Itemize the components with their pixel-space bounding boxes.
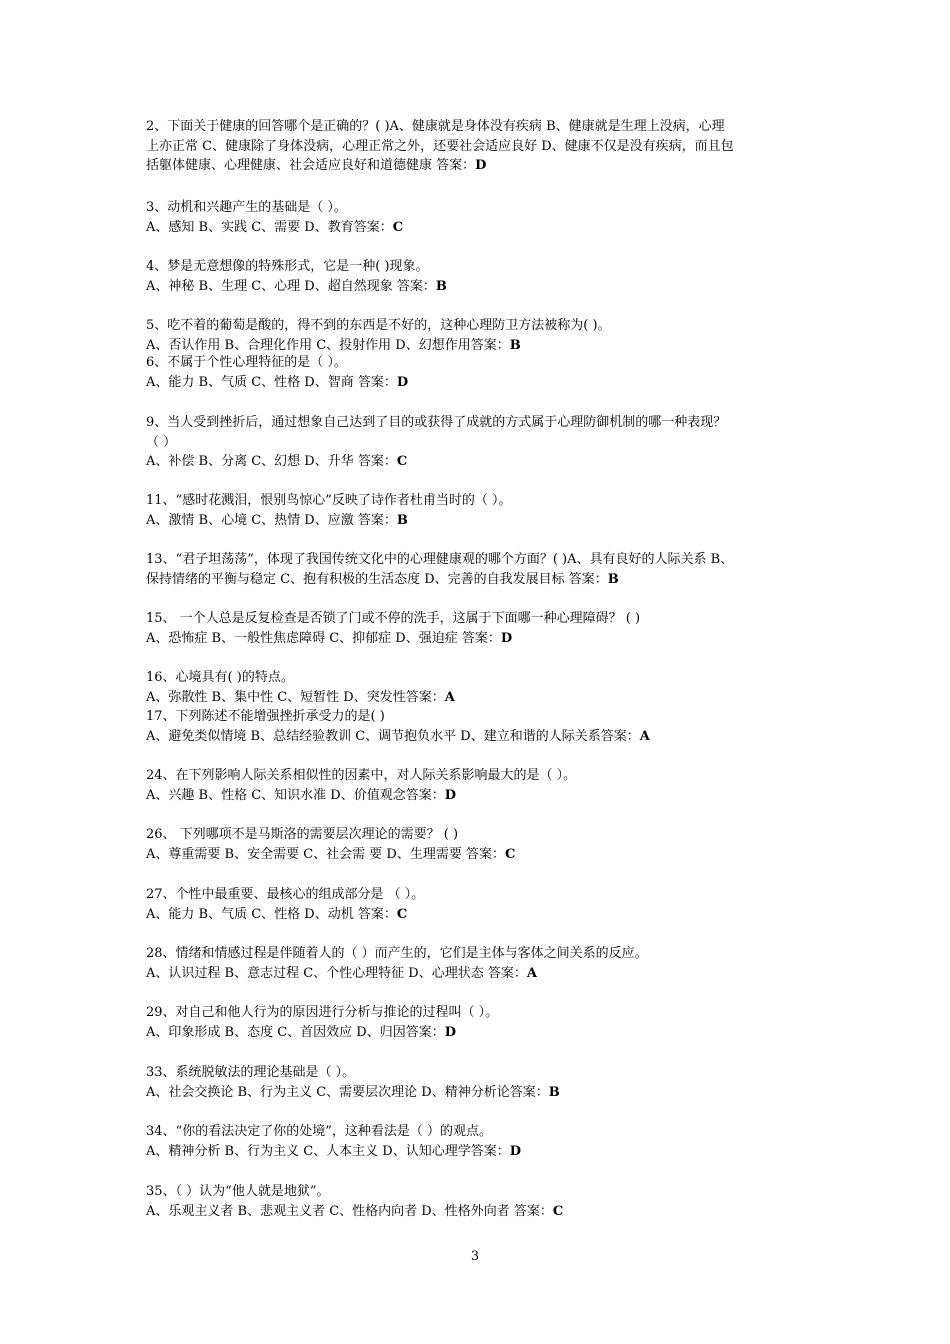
question-line: 17、下列陈述不能增强挫折承受力的是( ) [146,709,385,724]
question-line: 13、“君子坦荡荡”，体现了我国传统文化中的心理健康观的哪个方面？( )A、具有良好的人际关系 B、 [146,552,734,567]
answer-letter: D [396,374,409,390]
answer-letter: C [392,219,404,235]
question-line: A、补偿 B、分离 C、幻想 D、升华 答案：C [146,454,408,469]
answer-letter: B [548,1084,560,1100]
answer-letter: B [396,512,408,528]
question-line: 括躯体健康、心理健康、社会适应良好和道德健康 答案：D [146,158,487,173]
question-line: 15、 一个人总是反复检查是否锁了门或不停的洗手，这属于下面哪一种心理障碍？ ( ) [146,611,641,626]
question-line: 5、吃不着的葡萄是酸的，得不到的东西是不好的，这种心理防卫方法被称为( )。 [146,318,611,333]
answer-letter: A [639,728,650,744]
answer-letter: D [444,1024,456,1040]
question-line: 26、 下列哪项不是马斯洛的需要层次理论的需要？ ( ) [146,827,459,842]
answer-letter: C [396,454,408,469]
question-line: 16、心境具有( )的特点。 [146,670,294,685]
question-line: 35、（ ）认为“他人就是地狱”。 [146,1184,330,1199]
question-line: A、乐观主义者 B、悲观主义者 C、性格内向者 D、性格外向者 答案：C [146,1203,564,1219]
answer-letter: C [504,846,516,862]
question-line: A、社会交换论 B、行为主义 C、需要层次理论 D、精神分析论答案：B [146,1084,560,1100]
question-line: A、兴趣 B、性格 C、知识水准 D、价值观念答案：D [146,787,456,803]
question-line: A、感知 B、实践 C、需要 D、教育答案：C [146,219,404,235]
question-line: 29、对自己和他人行为的原因进行分析与推论的过程叫（ ）。 [146,1005,499,1020]
question-line: 4、梦是无意想像的特殊形式，它是一种( )现象。 [146,259,429,274]
question-line: A、能力 B、气质 C、性格 D、动机 答案：C [146,906,408,922]
question-line: 11、“感时花溅泪，恨别鸟惊心”反映了诗作者杜甫当时的（ ）。 [146,493,512,508]
answer-letter: D [475,158,487,173]
question-line: 9、当人受到挫折后，通过想象自己达到了目的或获得了成就的方式属于心理防御机制的哪一种表现？ [146,415,727,430]
question-line: A、激情 B、心境 C、热情 D、应激 答案：B [146,512,408,528]
question-line: 34、“你的看法决定了你的处境”，这种看法是（ ）的观点。 [146,1124,492,1139]
answer-letter: D [444,787,456,803]
answer-letter: A [526,965,537,981]
question-line: 保持情绪的平衡与稳定 C、抱有积极的生活态度 D、完善的自我发展目标 答案：B [146,571,619,587]
question-line: A、避免类似情境 B、总结经验教训 C、调节抱负水平 D、建立和谐的人际关系答案：A [146,728,650,744]
question-line: A、认识过程 B、意志过程 C、个性心理特征 D、心理状态 答案：A [146,965,537,981]
question-line: 33、系统脱敏法的理论基础是（ ）。 [146,1065,356,1080]
answer-letter: C [396,906,408,922]
answer-letter: D [509,1143,521,1159]
answer-letter: B [607,571,619,587]
question-line: （ ） [146,434,177,450]
question-line: 24、在下列影响人际关系相似性的因素中，对人际关系影响最大的是（ ）。 [146,768,577,783]
question-line: A、恐怖症 B、一般性焦虑障碍 C、抑郁症 D、强迫症 答案：D [146,630,513,646]
question-line: A、神秘 B、生理 C、心理 D、超自然现象 答案：B [146,278,447,294]
question-line: A、弥散性 B、集中性 C、短暂性 D、突发性答案：A [146,689,455,705]
question-line: 上亦正常 C、健康除了身体没病，心理正常之外，还要社会适应良好 D、健康不仅是没有疾病，而且包 [146,138,734,154]
question-line: 3、动机和兴趣产生的基础是（ ）。 [146,200,347,215]
question-line: 2、下面关于健康的回答哪个是正确的？( )A、健康就是身体没有疾病 B、健康就是生理上没病，心理 [146,119,725,134]
answer-letter: C [552,1203,564,1219]
answer-letter: B [435,278,447,294]
answer-letter: B [509,337,521,353]
question-line: A、尊重需要 B、安全需要 C、社会需 要 D、生理需要 答案：C [146,846,516,862]
question-line: 28、情绪和情感过程是伴随着人的（ ）而产生的，它们是主体与客体之间关系的反应。 [146,946,648,961]
question-line: A、能力 B、气质 C、性格 D、智商 答案：D [146,374,409,390]
question-line: 6、不属于个性心理特征的是（ ）。 [146,355,347,370]
question-line: A、精神分析 B、行为主义 C、人本主义 D、认知心理学答案：D [146,1143,521,1159]
answer-letter: D [500,630,513,646]
question-line: A、印象形成 B、态度 C、首因效应 D、归因答案：D [146,1024,456,1040]
question-line: 27、个性中最重要、最核心的组成部分是 （ ）。 [146,887,425,902]
question-line: A、否认作用 B、合理化作用 C、投射作用 D、幻想作用答案：B [146,337,521,353]
page-number: 3 [470,1249,480,1264]
answer-letter: A [444,689,455,705]
